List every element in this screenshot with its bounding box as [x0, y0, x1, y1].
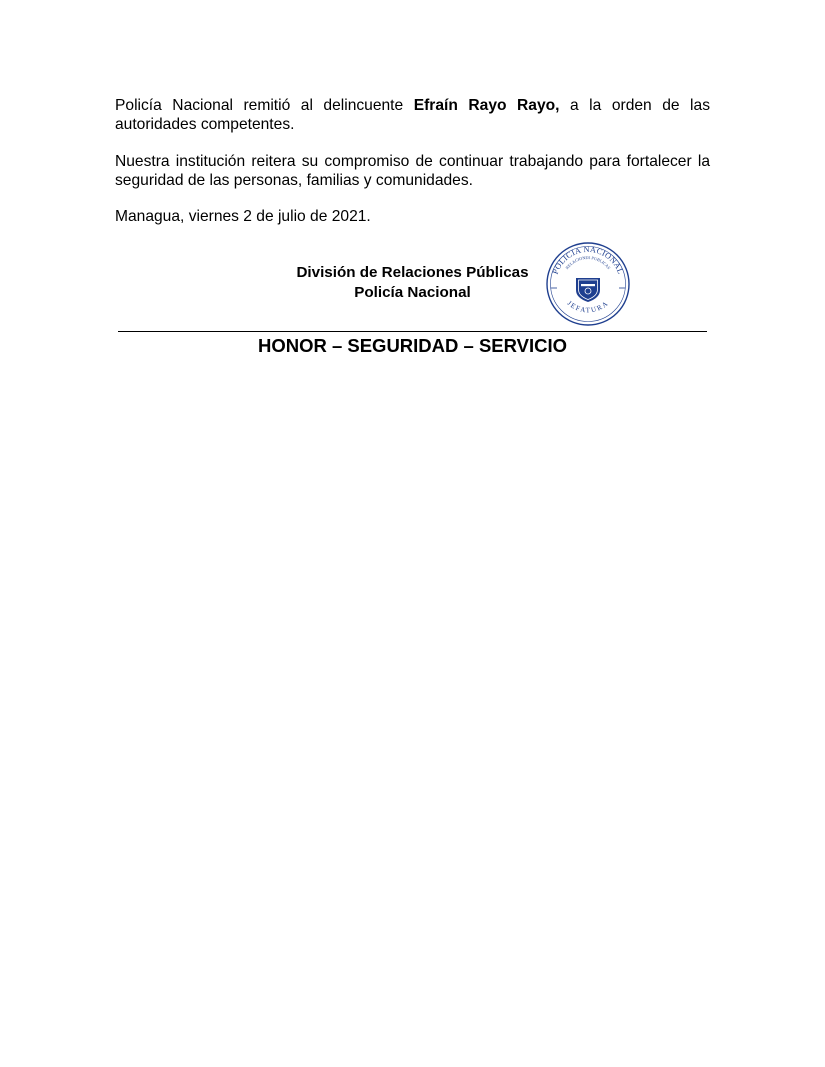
signature-institution: Policía Nacional — [354, 284, 471, 301]
institutional-motto: HONOR – SEGURIDAD – SERVICIO — [257, 335, 568, 356]
paragraph-referral — [115, 96, 710, 134]
seal-sub-text: RELACIONES PUBLICAS — [564, 254, 612, 271]
paragraph-referral-end: a la orden de las autoridades competentes. — [115, 97, 710, 133]
seal-stamp-icon — [543, 240, 633, 328]
footer-divider — [118, 331, 707, 332]
police-badge-icon — [576, 278, 600, 302]
paragraph-commitment: Nuestra institución reitera su compromiso de continuar trabajando para fortalecer la seguridad de las personas, familias y comunidades. — [115, 153, 710, 189]
paragraph-referral-start: Policía Nacional remitió al delincuente — [115, 97, 414, 114]
official-seal — [543, 240, 633, 328]
seal-bottom-text: JEFATURA — [565, 299, 611, 315]
seal-top-text: POLICIA NACIONAL — [550, 244, 626, 276]
place-date-line: Managua, viernes 2 de julio de 2021. — [115, 208, 371, 225]
signature-division: División de Relaciones Públicas — [296, 264, 529, 281]
svg-text:POLICIA NACIONAL — [551, 245, 625, 276]
offender-name: Efraín Rayo Rayo, — [413, 97, 560, 114]
